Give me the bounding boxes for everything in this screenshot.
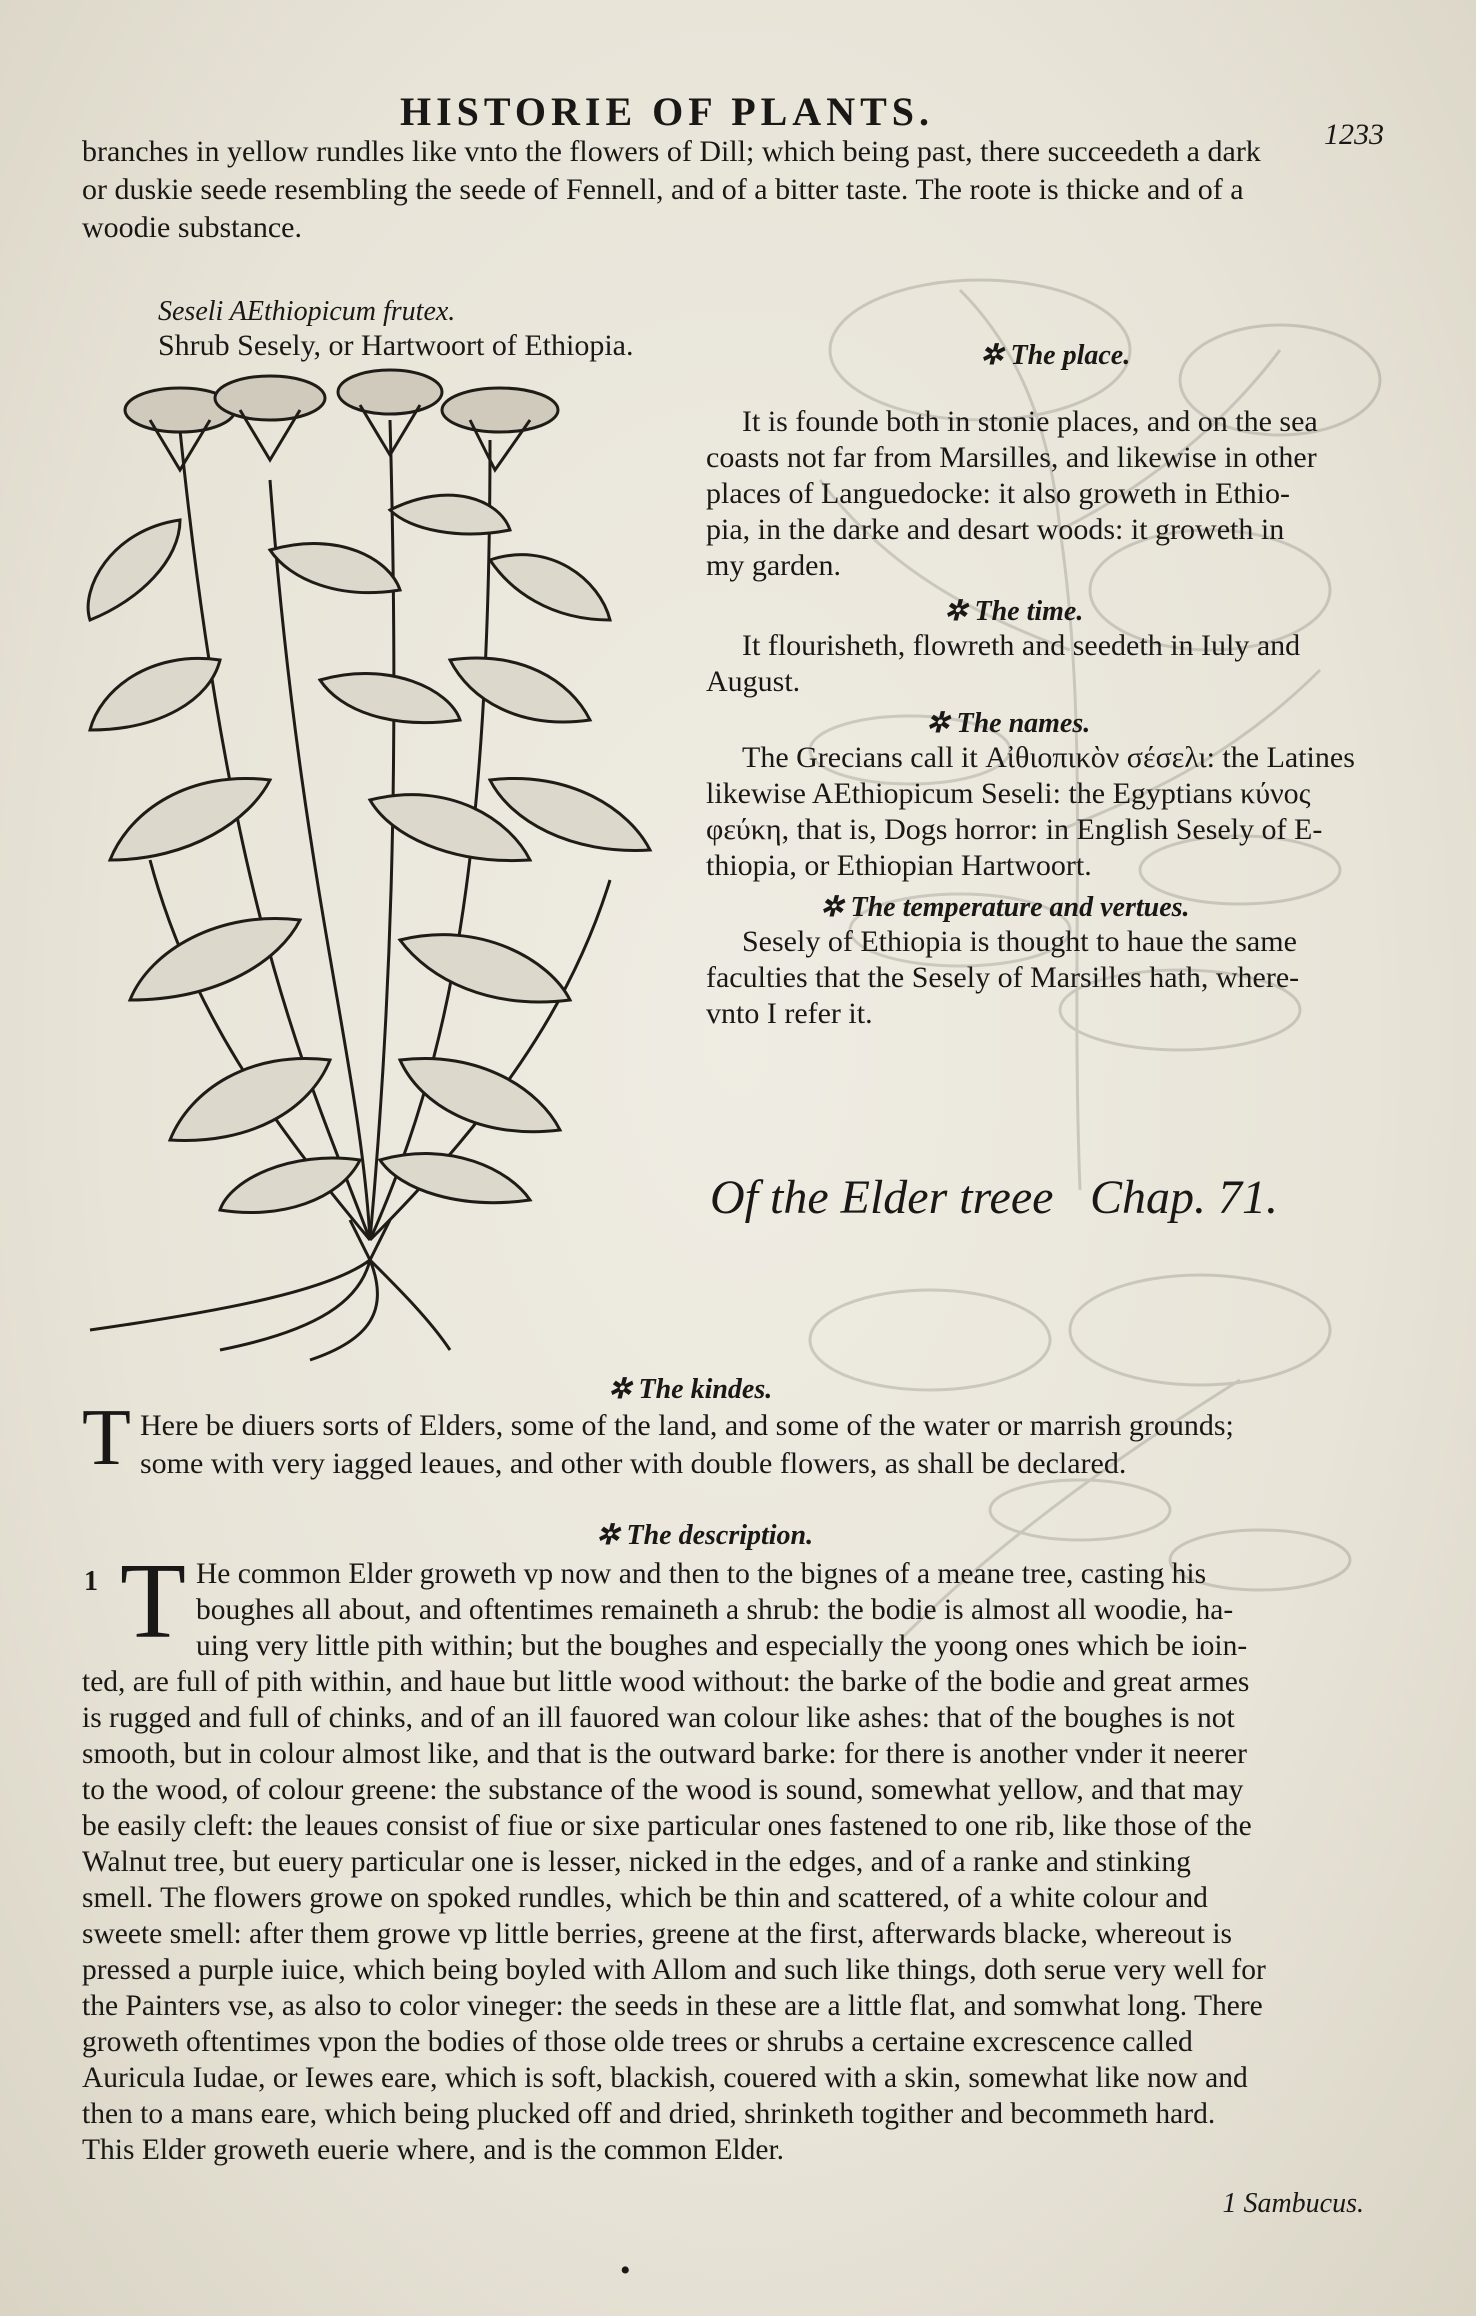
place-line: coasts not far from Marsilles, and likewise in other <box>706 441 1317 474</box>
figure-english-caption: Shrub Sesely, or Hartwoort of Ethiopia. <box>158 329 634 362</box>
section-heading-place: ✲ The place. <box>980 340 1131 371</box>
description-line: uing very little pith within; but the boughes and especially the yoong ones which be ioin- <box>196 1630 1248 1662</box>
drop-cap: T <box>82 1394 131 1482</box>
temperature-line: faculties that the Sesely of Marsilles hath, where- <box>706 961 1300 994</box>
description-line: smooth, but in colour almost like, and that is the outward barke: for there is another vnder it neerer <box>82 1738 1247 1770</box>
chapter-title: Of the Elder treee <box>710 1171 1054 1224</box>
description-line: the Painters vse, as also to color vineger: the seeds in these are a little flat, and somwhat long. There <box>82 1990 1263 2022</box>
names-line: thiopia, or Ethiopian Hartwoort. <box>706 849 1092 882</box>
place-line: pia, in the darke and desart woods: it groweth in <box>706 513 1285 546</box>
time-line: August. <box>706 665 801 698</box>
item-marker: 1 <box>84 1566 98 1597</box>
description-line: boughes all about, and oftentimes remaineth a shrub: the bodie is almost all woodie, ha- <box>196 1594 1234 1626</box>
signature-mark: • <box>620 2254 631 2287</box>
place-line: It is founde both in stonie places, and on the sea <box>742 405 1318 438</box>
description-line: to the wood, of colour greene: the substance of the wood is sound, somewhat yellow, and that may <box>82 1774 1244 1806</box>
chapter-number: Chap. 71. <box>1090 1171 1279 1224</box>
place-line: my garden. <box>706 549 841 582</box>
names-line: The Grecians call it Αἰθιοπικὸν σέσελι: the Latines <box>742 741 1355 774</box>
drop-cap: T <box>120 1542 186 1661</box>
section-heading-kindes: ✲ The kindes. <box>608 1374 773 1405</box>
description-line: pressed a purple iuice, which being boyled with Allom and such like things, doth serue very well for <box>82 1954 1266 1986</box>
kindes-line: some with very iagged leaues, and other with double flowers, as shall be declared. <box>140 1447 1127 1480</box>
time-line: It flourisheth, flowreth and seedeth in Iuly and <box>742 629 1301 662</box>
place-line: places of Languedocke: it also groweth in Ethio- <box>706 477 1290 510</box>
description-line: He common Elder groweth vp now and then to the bignes of a meane tree, casting his <box>196 1558 1207 1590</box>
description-line: ted, are full of pith within, and haue but little wood without: the barke of the bodie and great armes <box>82 1666 1250 1698</box>
intro-line: or duskie seede resembling the seede of Fennell, and of a bitter taste. The roote is thicke and of a <box>82 173 1244 206</box>
description-line: then to a mans eare, which being plucked off and dried, shrinketh togither and becommeth hard. <box>82 2098 1216 2130</box>
intro-line: woodie substance. <box>82 211 302 244</box>
description-line: This Elder groweth euerie where, and is the common Elder. <box>82 2134 785 2166</box>
section-heading-temperature: ✲ The temperature and vertues. <box>820 892 1190 923</box>
section-heading-description: ✲ The description. <box>596 1520 814 1551</box>
figure-latin-caption: Seseli AEthiopicum frutex. <box>158 296 456 327</box>
intro-line: branches in yellow rundles like vnto the flowers of Dill; which being past, there succeedeth a dark <box>82 135 1261 168</box>
temperature-line: vnto I refer it. <box>706 997 873 1030</box>
description-line: groweth oftentimes vpon the bodies of those olde trees or shrubs a certaine excrescence called <box>82 2026 1193 2058</box>
names-line: φεύκη, that is, Dogs horror: in English Sesely of E- <box>706 813 1323 846</box>
description-line: is rugged and full of chinks, and of an ill fauored wan colour like ashes: that of the boughes is not <box>82 1702 1235 1734</box>
description-line: be easily cleft: the leaues consist of fiue or sixe particular ones fastened to one rib, like those of the <box>82 1810 1252 1842</box>
catchword: 1 Sambucus. <box>1222 2188 1364 2219</box>
kindes-line: Here be diuers sorts of Elders, some of the land, and some of the water or marrish grounds; <box>140 1409 1234 1442</box>
description-line: smell. The flowers growe on spoked rundles, which be thin and scattered, of a white colour and <box>82 1882 1208 1914</box>
description-line: Auricula Iudae, or Iewes eare, which is soft, blackish, couered with a skin, somewhat like now and <box>82 2062 1248 2094</box>
description-line: Walnut tree, but euery particular one is lesser, nicked in the edges, and of a ranke and stinking <box>82 1846 1191 1878</box>
page-number: 1233 <box>1324 118 1384 151</box>
running-title: HISTORIE OF PLANTS. <box>400 89 935 134</box>
names-line: likewise AEthiopicum Seseli: the Egyptians κύνος <box>706 777 1311 810</box>
section-heading-names: ✲ The names. <box>926 708 1091 739</box>
description-line: sweete smell: after them growe vp little berries, greene at the first, afterwards blacke, whereout is <box>82 1918 1233 1950</box>
plant-woodcut-illustration <box>70 360 670 1370</box>
section-heading-time: ✲ The time. <box>944 596 1084 627</box>
temperature-line: Sesely of Ethiopia is thought to haue the same <box>742 925 1297 958</box>
